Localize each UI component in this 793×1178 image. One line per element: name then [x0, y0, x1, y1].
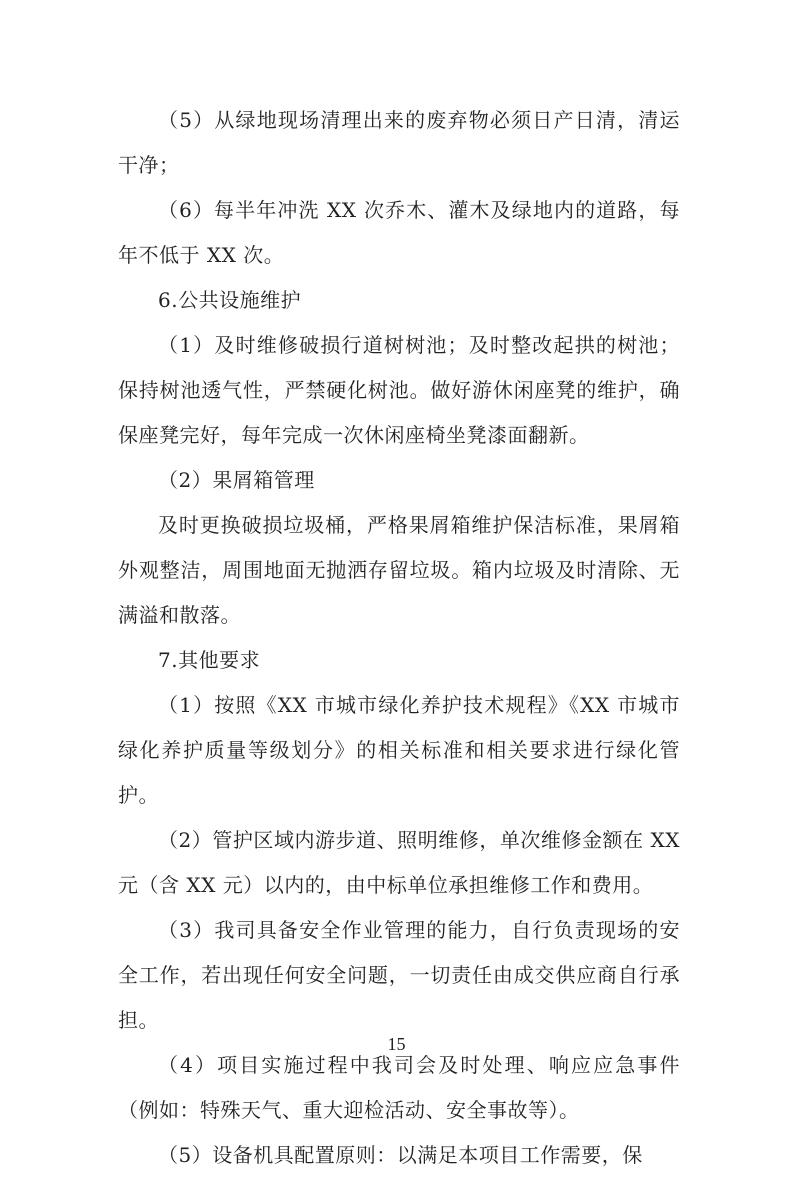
paragraph-safety-responsibility: （3）我司具备安全作业管理的能力，自行负责现场的安全工作，若出现任何安全问题，一切责任由成交供应商自行承担。 [118, 918, 680, 1032]
paragraph-repair-cost: （2）管护区域内游步道、照明维修，单次维修金额在 XX 元（含 XX 元）以内的，由中标单位承担维修工作和费用。 [118, 828, 680, 897]
document-body [118, 98, 680, 1178]
paragraph-equipment-principle: （5）设备机具配置原则：以满足本项目工作需要，保 [158, 1143, 643, 1167]
paragraph-washing-frequency: （6）每半年冲洗 XX 次乔木、灌木及绿地内的道路，每年不低于 XX 次。 [118, 198, 680, 267]
section-heading-public-facilities: 6.公共设施维护 [158, 288, 302, 312]
subheading-bin-management: （2）果屑箱管理 [158, 468, 315, 492]
paragraph-tree-pit-maintenance: （1）及时维修破损行道树树池；及时整改起拱的树池；保持树池透气性，严禁硬化树池。做好游休闲座凳的维护，确保座凳完好，每年完成一次休闲座椅坐凳漆面翻新。 [118, 333, 680, 447]
section-heading-other-requirements: 7.其他要求 [158, 648, 261, 672]
paragraph-emergency-response: （4）项目实施过程中我司会及时处理、响应应急事件（例如：特殊天气、重大迎检活动、安全事故等）。 [118, 1053, 680, 1122]
page-number: 15 [387, 1034, 406, 1054]
paragraph-waste-cleanup: （5）从绿地现场清理出来的废弃物必须日产日清，清运干净； [118, 108, 680, 177]
paragraph-bin-management: 及时更换破损垃圾桶，严格果屑箱维护保洁标准，果屑箱外观整洁，周围地面无抛洒存留垃圾。箱内垃圾及时清除、无满溢和散落。 [118, 513, 680, 627]
paragraph-technical-standards: （1）按照《XX 市城市绿化养护技术规程》《XX 市城市绿化养护质量等级划分》的相关标准和相关要求进行绿化管护。 [118, 693, 680, 807]
